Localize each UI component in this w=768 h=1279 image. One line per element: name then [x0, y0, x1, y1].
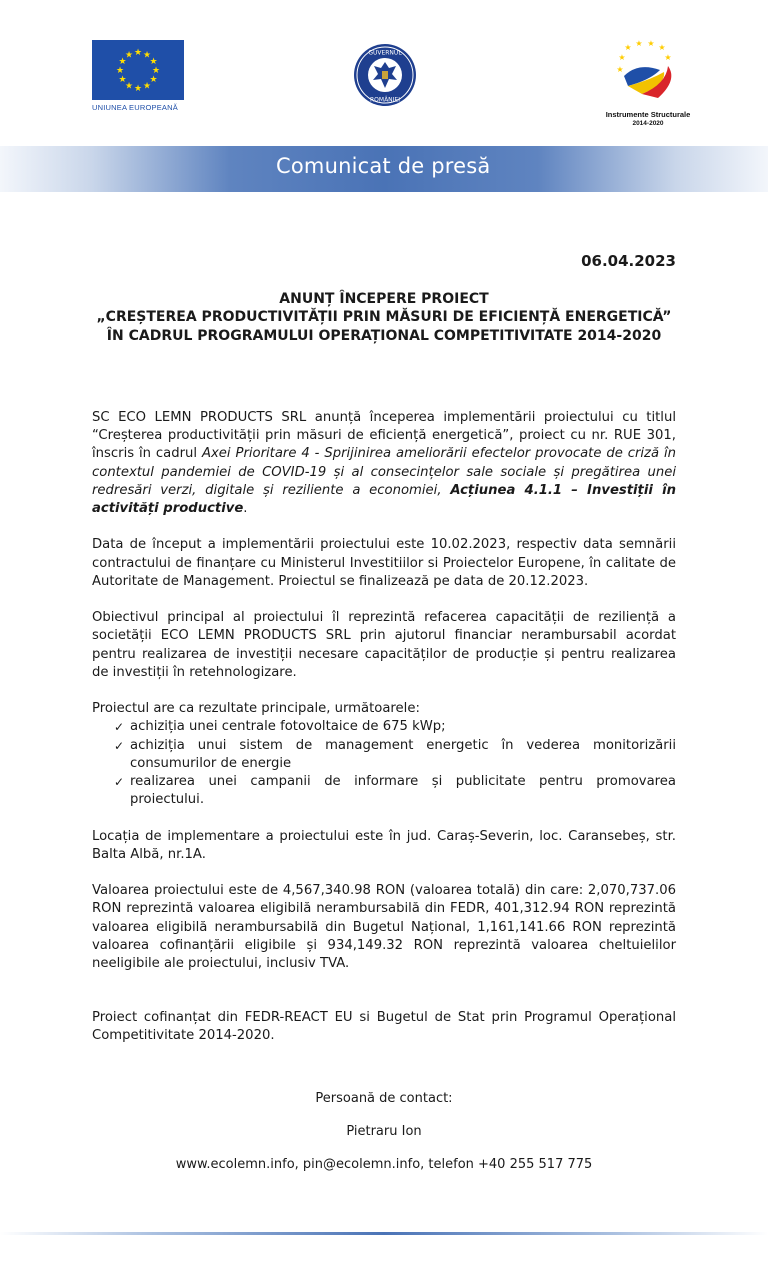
svg-text:★: ★ — [647, 39, 655, 48]
location-paragraph: Locația de implementare a proiectului este în jud. Caraș-Severin, loc. Caransebeș, str. Balta Albă, nr.1A. — [92, 828, 676, 862]
checkmark-icon: ✓ — [114, 775, 125, 790]
cofinancing-paragraph: Proiect cofinanțat din FEDR-REACT EU si Bugetul de Stat prin Programul Operațional Competitivitate 2014-2020. — [92, 1010, 676, 1044]
svg-text:★: ★ — [151, 66, 161, 76]
results-intro: Proiectul are ca rezultate principale, următoarele: — [92, 701, 420, 717]
svg-text:★: ★ — [118, 57, 127, 67]
checkmark-icon: ✓ — [114, 738, 125, 753]
result-text: achiziția unui sistem de management energetic în vederea monitorizării consumurilor de energie — [130, 737, 676, 771]
svg-text:★: ★ — [149, 57, 158, 67]
eu-caption: UNIUNEA EUROPEANĂ — [92, 103, 178, 112]
intro-action-bold: Acțiunea 4.1.1 – Investiții în activități productive — [92, 482, 676, 517]
svg-text:★: ★ — [618, 53, 626, 62]
heading-line-2: „CREȘTEREA PRODUCTIVITĂȚII PRIN MĂSURI DE EFICIENȚĂ ENERGETICĂ” — [96, 309, 672, 326]
svg-text:★: ★ — [635, 39, 643, 48]
heading-line-1: ANUNȚ ÎNCEPERE PROIECT — [279, 291, 489, 307]
list-item — [116, 773, 676, 809]
footer-divider — [0, 1232, 768, 1235]
intro-paragraph — [92, 409, 676, 518]
dates-paragraph: Data de început a implementării proiectului este 10.02.2023, respectiv data semnării contractului de finanțare cu Ministerul Investitiilor si Proiectelor Europene, în calitate de Autoritate de Management. Proiectul se finalizează pe data de 20.12.2023. — [92, 537, 676, 589]
announcement-heading — [92, 290, 676, 345]
list-item — [116, 737, 676, 773]
is-caption-years: 2014-2020 — [632, 120, 664, 127]
contact-name: Pietraru Ion — [346, 1124, 422, 1139]
svg-text:★: ★ — [616, 65, 624, 74]
banner-title: Comunicat de presă — [276, 154, 491, 178]
intro-text: SC ECO LEMN PRODUCTS SRL anunță începerea implementării proiectului cu titlul “Creșterea productivității prin măsuri de eficiență energetică”, proiect cu nr. RUE 301, înscris în cadrul — [92, 410, 676, 462]
eu-stars-icon — [92, 40, 184, 100]
svg-text:★: ★ — [124, 81, 134, 92]
svg-text:★: ★ — [658, 43, 666, 52]
svg-text:★: ★ — [624, 43, 632, 52]
checkmark-icon: ✓ — [114, 720, 125, 735]
heading-line-3: ÎN CADRUL PROGRAMULUI OPERAȚIONAL COMPETITIVITATE 2014-2020 — [106, 327, 662, 344]
contact-details: www.ecolemn.info, pin@ecolemn.info, telefon +40 255 517 775 — [175, 1157, 593, 1172]
eu-logo — [92, 40, 186, 112]
svg-text:★: ★ — [133, 84, 143, 94]
is-caption-title: Instrumente Structurale — [605, 110, 691, 119]
svg-text:★: ★ — [124, 50, 134, 61]
instrumente-structurale-logo — [598, 36, 698, 128]
eu-flag-icon — [92, 40, 184, 100]
contact-label: Persoană de contact: — [315, 1091, 453, 1106]
government-seal-icon — [352, 42, 418, 108]
instrumente-structurale-icon — [598, 36, 698, 106]
government-seal-logo — [352, 42, 418, 108]
intro-axis-italic: Axei Prioritare 4 - Sprijinirea ameliorării efectelor provocate de criză în contextul pandemiei de COVID-19 și al consecințelor sale sociale și pregătirea unei redresări verzi, digitale și reziliente a economiei, — [92, 446, 676, 498]
seal-text-top: GUVERNUL — [368, 49, 402, 57]
objective-paragraph: Obiectivul principal al proiectului îl reprezintă refacerea capacității de reziliență a societății ECO LEMN PRODUCTS SRL prin ajutorul financiar nerambursabil acordat pentru realizarea de investiții necesare capacităților de producție și pentru realizarea de investiții în retehnologizare. — [92, 610, 676, 680]
seal-text-bottom: ROMÂNIEI — [370, 96, 400, 104]
svg-text:★: ★ — [149, 75, 158, 85]
svg-text:★: ★ — [115, 66, 125, 76]
contact-block — [92, 1090, 676, 1189]
intro-end: . — [243, 501, 248, 517]
release-body — [92, 409, 676, 1064]
value-paragraph: Valoarea proiectului este de 4,567,340.98 RON (valoarea totală) din care: 2,070,737.06 RON reprezintă valoarea eligibilă nerambursabilă din FEDR, 401,312.94 RON reprezintă valoarea eligibilă nerambursabilă din Bugetul Național, 1,161,141.66 RON reprezintă valoarea cofinanțării eligibile și 934,149.32 RON reprezintă valoarea cheltuielilor neeligibile ale proiectului, inclusiv TVA. — [92, 883, 676, 972]
list-item — [116, 718, 676, 736]
svg-text:★: ★ — [142, 81, 152, 92]
result-text: achiziția unei centrale fotovoltaice de 675 kWp; — [130, 719, 446, 735]
svg-text:★: ★ — [133, 48, 143, 58]
instrumente-structurale-caption — [598, 110, 698, 128]
results-list — [92, 718, 676, 809]
release-date: 06.04.2023 — [581, 252, 676, 270]
svg-text:★: ★ — [664, 53, 672, 62]
svg-text:★: ★ — [118, 75, 127, 85]
result-text: realizarea unei campanii de informare și publicitate pentru promovarea proiectului. — [130, 774, 676, 808]
svg-text:★: ★ — [142, 50, 152, 61]
